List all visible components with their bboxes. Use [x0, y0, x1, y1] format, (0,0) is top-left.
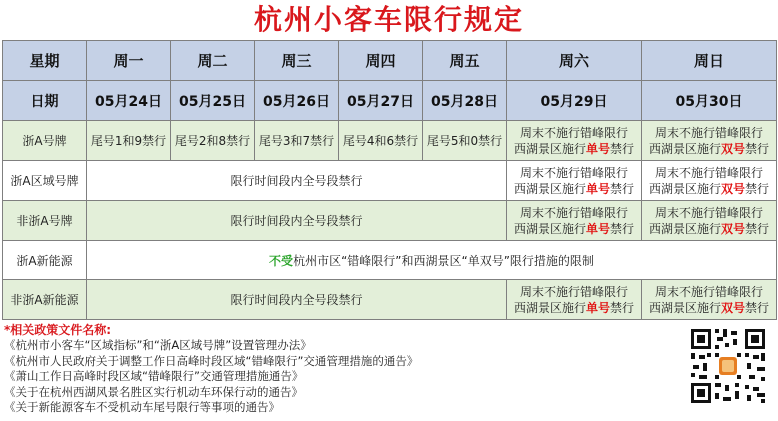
exempt-text: 杭州市区“错峰限行”和西湖景区“单双号”限行措施的限制 [293, 253, 594, 268]
weekend-rule-sat [507, 201, 642, 241]
weekend-suffix: 禁行 [610, 181, 635, 196]
row-zhe-a [3, 121, 777, 161]
policy-item: 《关于新能源客车不受机动车尾号限行等事项的通告》 [4, 400, 280, 414]
day-fri: 周五 [423, 41, 507, 81]
weekend-line: 周末不施行错峰限行 [519, 125, 628, 140]
policy-item: 《萧山工作日高峰时段区域“错峰限行”交通管理措施通告》 [4, 369, 304, 383]
policy-item: 《杭州市人民政府关于调整工作日高峰时段区域“错峰限行”交通管理措施的通告》 [4, 353, 419, 368]
weekday-rule: 限行时间段内全号段禁行 [87, 280, 507, 320]
weekday-label: 星期 [3, 41, 87, 81]
policy-documents [4, 323, 674, 416]
weekend-suffix: 禁行 [745, 300, 770, 315]
day-sat: 周六 [507, 41, 642, 81]
weekend-suffix: 禁行 [610, 300, 635, 315]
date-sat: 05月29日 [507, 81, 642, 121]
weekend-rule-sun [642, 121, 777, 161]
weekend-prefix: 西湖景区施行 [513, 221, 586, 236]
even-number-emphasis: 双号 [720, 141, 745, 156]
row-label-zhe-a: 浙A号牌 [3, 121, 87, 161]
day-mon: 周一 [87, 41, 171, 81]
rule-wed: 尾号3和7禁行 [255, 121, 339, 161]
row-label-non-zhe-a: 非浙A号牌 [3, 201, 87, 241]
weekend-prefix: 西湖景区施行 [513, 141, 586, 156]
date-fri: 05月28日 [423, 81, 507, 121]
restriction-table [2, 40, 777, 320]
date-tue: 05月25日 [171, 81, 255, 121]
weekday-rule: 限行时间段内全号段禁行 [87, 161, 507, 201]
odd-number-emphasis: 单号 [585, 141, 610, 156]
weekend-line: 周末不施行错峰限行 [654, 165, 763, 180]
row-zhe-a-nev [3, 241, 777, 280]
weekend-rule-sun [642, 280, 777, 320]
date-thu: 05月27日 [339, 81, 423, 121]
weekend-line: 周末不施行错峰限行 [654, 205, 763, 220]
policy-item: 《关于在杭州西湖风景名胜区实行机动车环保行动的通告》 [4, 384, 303, 399]
weekend-rule-sat [507, 280, 642, 320]
weekend-prefix: 西湖景区施行 [513, 300, 586, 315]
rule-tue: 尾号2和8禁行 [171, 121, 255, 161]
nev-exemption-text [87, 241, 777, 280]
weekend-prefix: 西湖景区施行 [513, 181, 586, 196]
odd-number-emphasis: 单号 [585, 221, 610, 236]
even-number-emphasis: 双号 [720, 181, 745, 196]
day-wed: 周三 [255, 41, 339, 81]
row-zhe-a-region [3, 161, 777, 201]
weekend-rule-sat [507, 161, 642, 201]
weekend-rule-sat [507, 121, 642, 161]
weekend-suffix: 禁行 [610, 141, 635, 156]
rule-fri: 尾号5和0禁行 [423, 121, 507, 161]
policy-item: 《杭州市小客车“区域指标”和“浙A区域号牌”设置管理办法》 [4, 338, 312, 352]
weekend-prefix: 西湖景区施行 [648, 181, 721, 196]
date-row [3, 81, 777, 121]
odd-number-emphasis: 单号 [585, 181, 610, 196]
weekend-rule-sun [642, 201, 777, 241]
row-label-zhe-a-region: 浙A区域号牌 [3, 161, 87, 201]
weekend-prefix: 西湖景区施行 [648, 141, 721, 156]
day-sun: 周日 [642, 41, 777, 81]
odd-number-emphasis: 单号 [585, 300, 610, 315]
weekend-rule-sun [642, 161, 777, 201]
row-non-zhe-a-nev [3, 280, 777, 320]
rule-thu: 尾号4和6禁行 [339, 121, 423, 161]
weekend-line: 周末不施行错峰限行 [519, 165, 628, 180]
weekday-rule: 限行时间段内全号段禁行 [87, 201, 507, 241]
qr-code-icon [689, 327, 767, 405]
weekday-header-row [3, 41, 777, 81]
weekend-suffix: 禁行 [610, 221, 635, 236]
weekend-suffix: 禁行 [745, 141, 770, 156]
weekend-line: 周末不施行错峰限行 [519, 205, 628, 220]
weekend-line: 周末不施行错峰限行 [654, 125, 763, 140]
weekend-line: 周末不施行错峰限行 [519, 284, 628, 299]
exempt-emphasis: 不受 [269, 253, 294, 268]
date-label: 日期 [3, 81, 87, 121]
date-sun: 05月30日 [642, 81, 777, 121]
weekend-suffix: 禁行 [745, 221, 770, 236]
day-tue: 周二 [171, 41, 255, 81]
weekend-line: 周末不施行错峰限行 [654, 284, 763, 299]
weekend-prefix: 西湖景区施行 [648, 300, 721, 315]
policy-title: *相关政策文件名称: [4, 323, 112, 337]
even-number-emphasis: 双号 [720, 300, 745, 315]
date-mon: 05月24日 [87, 81, 171, 121]
day-thu: 周四 [339, 41, 423, 81]
weekend-suffix: 禁行 [745, 181, 770, 196]
rule-mon: 尾号1和9禁行 [87, 121, 171, 161]
row-non-zhe-a [3, 201, 777, 241]
page-title: 杭州小客车限行规定 [253, 3, 524, 36]
row-label-non-zhe-a-nev: 非浙A新能源 [3, 280, 87, 320]
row-label-zhe-a-nev: 浙A新能源 [3, 241, 87, 280]
even-number-emphasis: 双号 [720, 221, 745, 236]
weekend-prefix: 西湖景区施行 [648, 221, 721, 236]
date-wed: 05月26日 [255, 81, 339, 121]
